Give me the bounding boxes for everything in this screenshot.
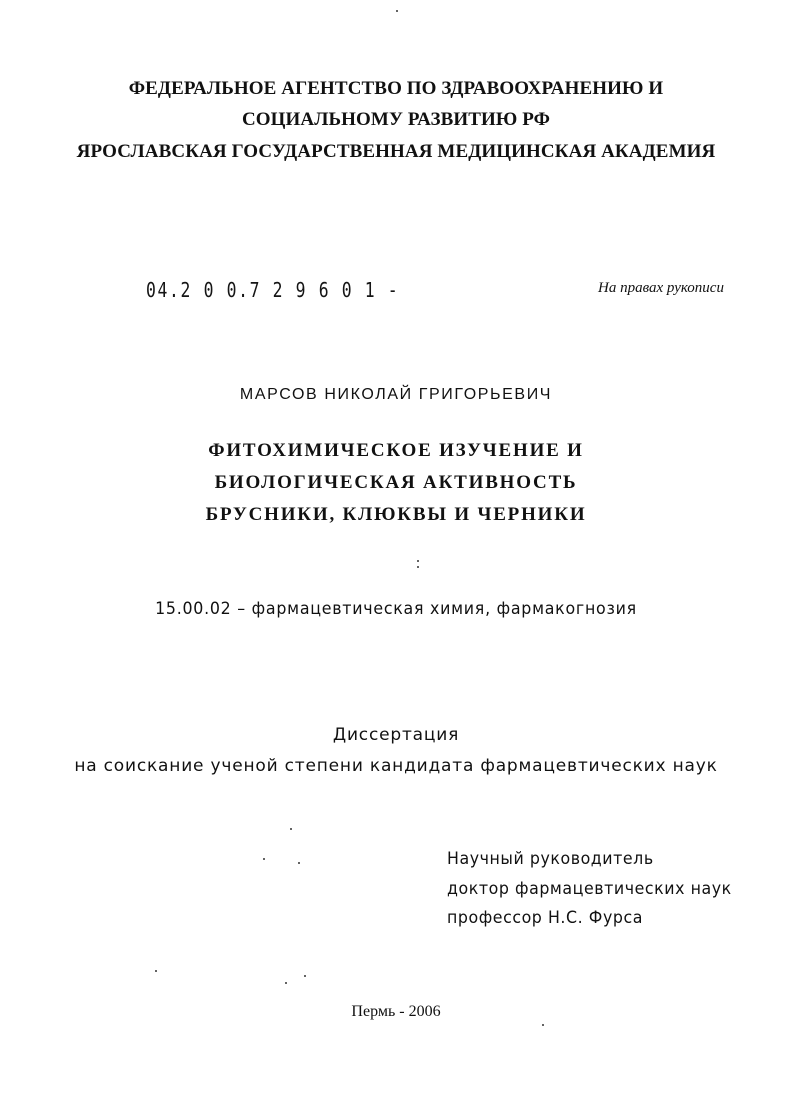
scan-speck — [285, 982, 287, 984]
place-year: Пермь - 2006 — [351, 1003, 441, 1020]
organization-line-1: ФЕДЕРАЛЬНОЕ АГЕНТСТВО ПО ЗДРАВООХРАНЕНИЮ И — [128, 78, 664, 99]
registration-number: 04.2 0 0.7 2 9 6 0 1 - — [146, 278, 400, 302]
supervisor-degree: доктор фармацевтических наук — [447, 879, 732, 899]
scan-speck — [155, 970, 157, 972]
title-line-3: БРУСНИКИ, КЛЮКВЫ И ЧЕРНИКИ — [205, 504, 587, 525]
supervisor-role: Научный руководитель — [447, 849, 654, 869]
scan-speck — [290, 828, 292, 830]
scan-speck — [542, 1024, 544, 1026]
scan-speck — [298, 862, 300, 864]
title-line-1: ФИТОХИМИЧЕСКОЕ ИЗУЧЕНИЕ И — [208, 440, 584, 461]
supervisor-name: профессор Н.С. Фурса — [447, 908, 643, 928]
organization-line-2: СОЦИАЛЬНОМУ РАЗВИТИЮ РФ — [241, 109, 551, 130]
scan-speck — [417, 566, 419, 568]
author-name: МАРСОВ НИКОЛАЙ ГРИГОРЬЕВИЧ — [239, 386, 553, 403]
title-line-2: БИОЛОГИЧЕСКАЯ АКТИВНОСТЬ — [214, 472, 578, 493]
dissertation-type: Диссертация — [332, 725, 460, 745]
scan-speck — [396, 10, 398, 12]
dissertation-degree: на соискание ученой степени кандидата фармацевтических наук — [74, 756, 718, 776]
scan-speck — [417, 560, 419, 562]
rights-note: На правах рукописи — [598, 280, 724, 296]
specialty-code: 15.00.02 – фармацевтическая химия, фармакогнозия — [155, 599, 637, 619]
scan-speck — [304, 975, 306, 977]
organization-line-3: ЯРОСЛАВСКАЯ ГОСУДАРСТВЕННАЯ МЕДИЦИНСКАЯ АКАДЕМИЯ — [76, 141, 716, 162]
scan-speck — [263, 858, 265, 860]
